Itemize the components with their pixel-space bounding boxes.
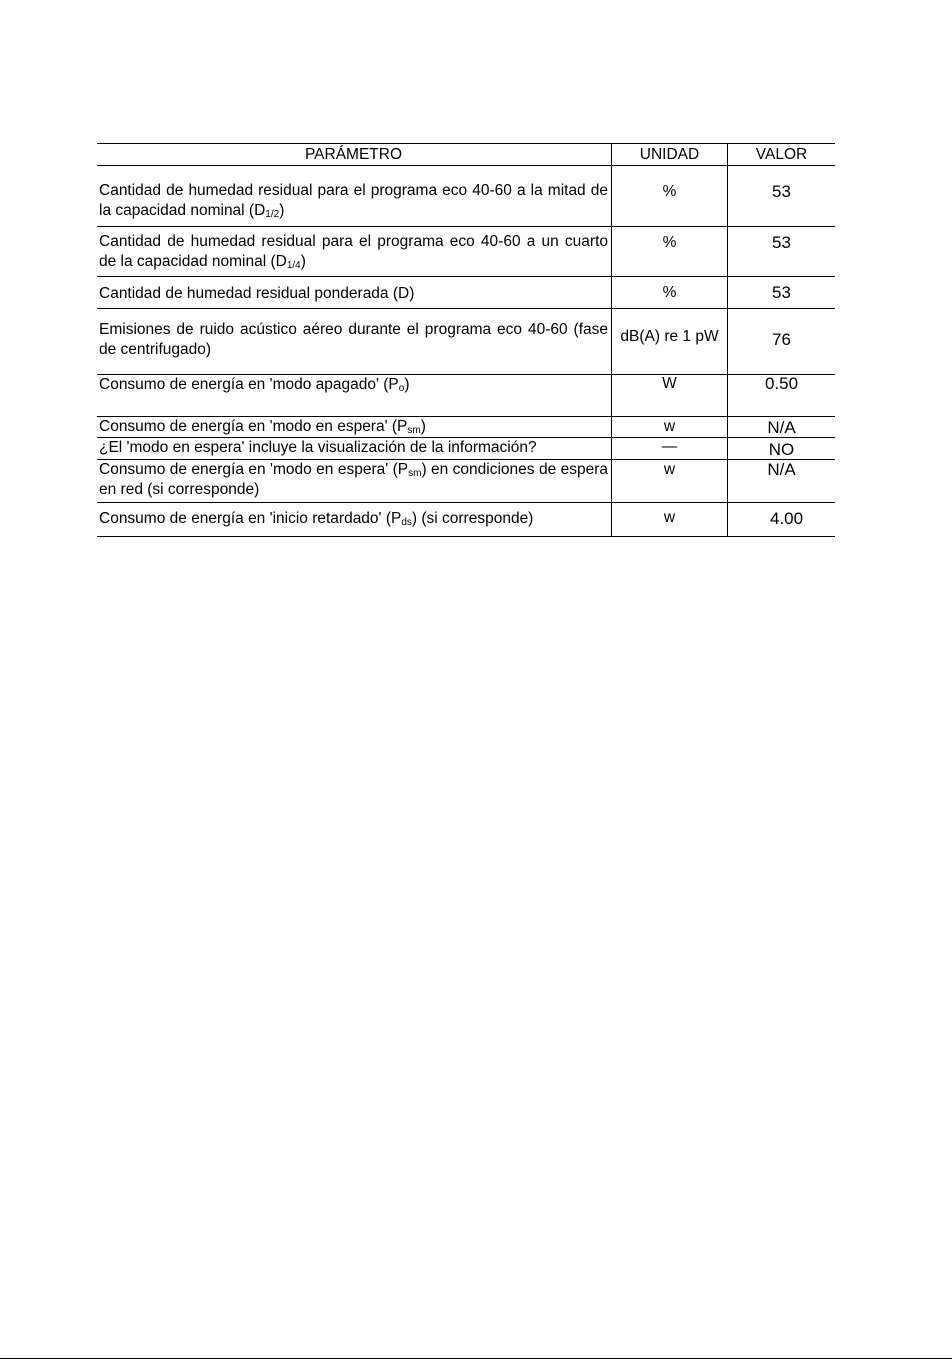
param-cell — [97, 503, 612, 536]
param-text-main: Consumo de energía en 'modo en espera' (P — [99, 418, 408, 435]
param-subscript: sm — [408, 468, 422, 479]
unit-cell — [612, 309, 728, 374]
value-cell — [728, 503, 835, 536]
param-text — [99, 509, 608, 529]
value-text: 76 — [772, 330, 791, 349]
value-cell — [728, 277, 835, 308]
value-text: N/A — [767, 460, 796, 479]
param-subscript: 1/4 — [286, 260, 301, 271]
unit-text: % — [662, 234, 677, 251]
param-cell — [97, 277, 612, 308]
param-text-main: Consumo de energía en 'modo en espera' (P — [99, 461, 409, 478]
param-cell — [97, 166, 612, 226]
param-subscript: 1/2 — [265, 209, 280, 220]
param-cell — [97, 438, 612, 459]
value-cell — [728, 309, 835, 374]
param-cell — [97, 309, 612, 374]
value-cell — [728, 460, 835, 502]
header-value-label: VALOR — [755, 146, 808, 163]
param-text-tail: ) en condiciones de espera en red (si corresponde) — [99, 461, 609, 498]
param-subscript: ds — [401, 517, 412, 528]
value-text: 53 — [772, 233, 791, 252]
table-row — [97, 277, 835, 309]
unit-text: % — [662, 183, 677, 200]
unit-cell — [612, 227, 728, 276]
parameters-table — [97, 143, 835, 537]
unit-cell — [612, 503, 728, 536]
param-subscript: o — [398, 383, 405, 394]
param-text — [99, 375, 608, 395]
param-text — [99, 460, 608, 500]
value-cell — [728, 417, 835, 437]
param-cell — [97, 227, 612, 276]
table-row — [97, 166, 835, 227]
table-row — [97, 460, 835, 503]
unit-cell — [612, 375, 728, 416]
value-text: 53 — [772, 182, 791, 201]
param-text: Cantidad de humedad residual ponderada (D) — [99, 285, 415, 302]
unit-text: w — [663, 461, 676, 478]
header-unit-label: UNIDAD — [639, 146, 700, 163]
unit-text: — — [661, 438, 678, 455]
value-cell — [728, 438, 835, 459]
value-text: NO — [768, 440, 795, 459]
param-text — [99, 181, 608, 221]
param-text: ¿El 'modo en espera' incluye la visualización de la información? — [99, 439, 537, 456]
param-text-tail: ) (si corresponde) — [411, 510, 534, 527]
param-text-main: Cantidad de humedad residual para el programa eco 40-60 a un cuarto de la capacidad nominal (D — [99, 233, 608, 270]
param-text-tail: ) — [420, 418, 426, 435]
header-param-label: PARÁMETRO — [304, 146, 403, 163]
value-text: 4.00 — [769, 509, 804, 528]
param-text-main: Consumo de energía en 'inicio retardado' (P — [99, 510, 402, 527]
param-text-tail: ) — [404, 376, 410, 393]
param-text-main: Cantidad de humedad residual para el programa eco 40-60 a la mitad de la capacidad nominal (D — [99, 182, 608, 219]
value-text: N/A — [767, 418, 796, 437]
header-param — [97, 144, 612, 165]
param-text — [99, 417, 608, 437]
table-row — [97, 309, 835, 375]
page-bottom-rule — [0, 1358, 952, 1359]
header-unit — [612, 144, 728, 165]
unit-text: w — [663, 418, 676, 435]
value-cell — [728, 227, 835, 276]
unit-text: dB(A) re 1 pW — [620, 328, 719, 345]
table-row — [97, 227, 835, 277]
value-cell — [728, 375, 835, 416]
unit-text: w — [663, 509, 676, 526]
param-text-tail: ) — [279, 202, 285, 219]
value-text: 0.50 — [764, 374, 799, 393]
param-subscript: sm — [407, 425, 421, 436]
unit-cell — [612, 277, 728, 308]
unit-cell — [612, 417, 728, 437]
param-cell — [97, 460, 612, 502]
table-row — [97, 438, 835, 460]
table-row — [97, 375, 835, 417]
table-row — [97, 503, 835, 537]
param-text-main: Consumo de energía en 'modo apagado' (P — [99, 376, 399, 393]
table-header-row — [97, 143, 835, 166]
unit-text: W — [662, 375, 677, 392]
header-value — [728, 144, 835, 165]
table-row — [97, 417, 835, 438]
unit-text: % — [662, 284, 677, 301]
unit-cell — [612, 438, 728, 459]
param-text — [99, 232, 608, 272]
param-text-tail: ) — [300, 253, 306, 270]
value-text: 53 — [772, 283, 791, 302]
param-cell — [97, 417, 612, 437]
param-text: Emisiones de ruido acústico aéreo durante el programa eco 40-60 (fase de centrifugado) — [99, 321, 608, 358]
value-cell — [728, 166, 835, 226]
param-cell — [97, 375, 612, 416]
unit-cell — [612, 166, 728, 226]
unit-cell — [612, 460, 728, 502]
